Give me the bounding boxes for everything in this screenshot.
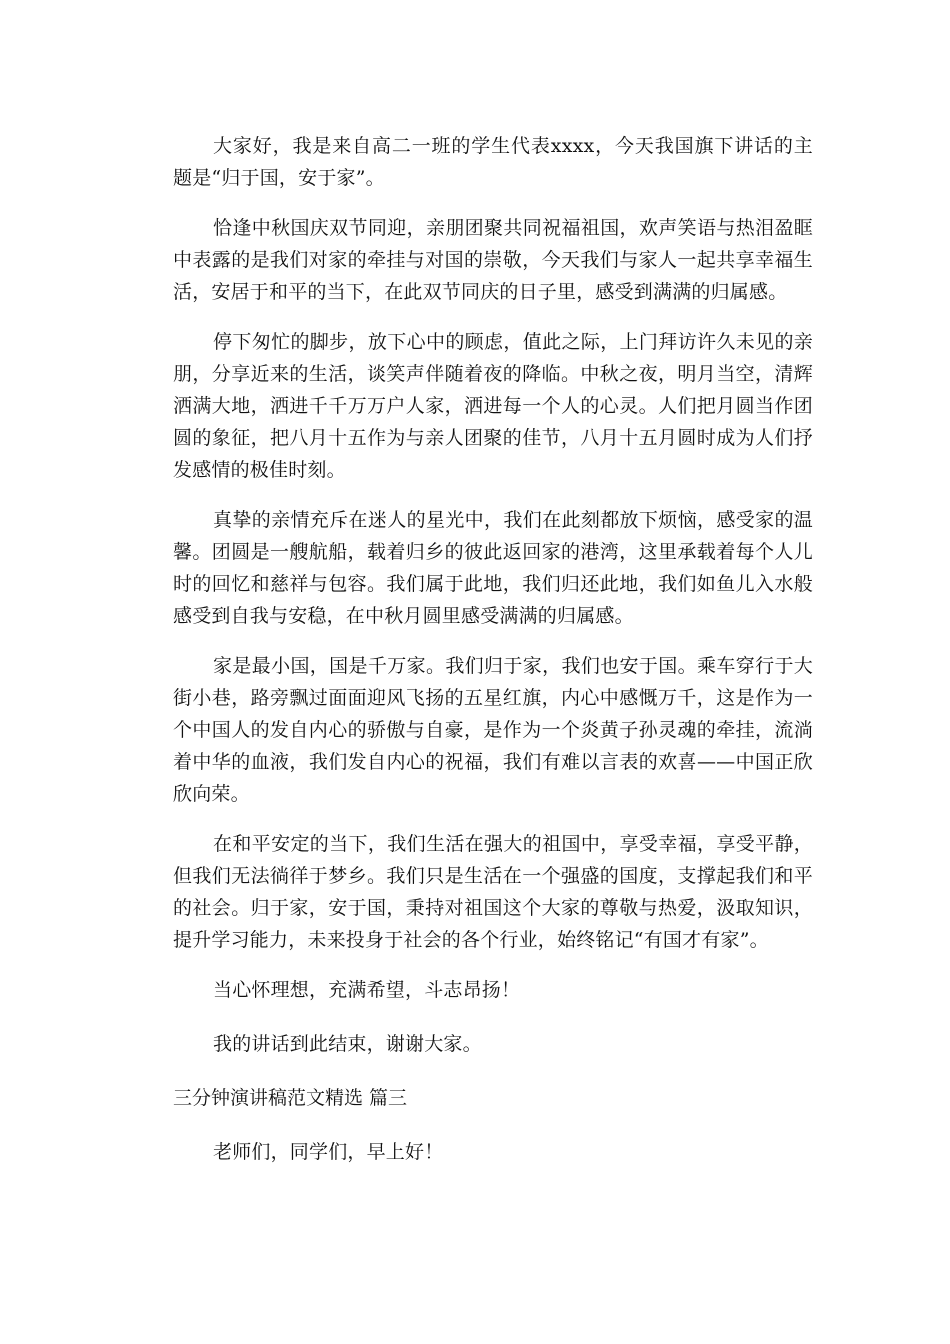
paragraph-ideals: 当心怀理想，充满希望，斗志昂扬！ (213, 979, 521, 1001)
paragraph-greeting: 老师们，同学们，早上好！ (213, 1141, 444, 1163)
section-heading: 三分钟演讲稿范文精选 篇三 (173, 1087, 408, 1109)
paragraph-visit-family: 停下匆忙的脚步，放下心中的顾虑，值此之际，上门拜访许久未见的亲朋，分享近来的生活，谈笑声伴随着夜的降临。中秋之夜，明月当空，清辉洒满大地，洒进千千万万户人家，洒进每一个人的心灵。人们把月圆当作团圆的象征，把八月十五作为与亲人团聚的佳节，八月十五月圆时成为人们抒发感情的极佳时刻。 (173, 331, 813, 481)
document-page (173, 130, 813, 1186)
paragraph-mid-autumn: 恰逢中秋国庆双节同迎，亲朋团聚共同祝福祖国，欢声笑语与热泪盈眶中表露的是我们对家的牵挂与对国的崇敬，今天我们与家人一起共享幸福生活，安居于和平的当下，在此双节同庆的日子里，感受到满满的归属感。 (173, 217, 813, 303)
paragraph-reunion: 真挚的亲情充斥在迷人的星光中，我们在此刻都放下烦恼，感受家的温馨。团圆是一艘航船，载着归乡的彼此返回家的港湾，这里承载着每个人儿时的回忆和慈祥与包容。我们属于此地，我们归还此地，我们如鱼儿入水般感受到自我与安稳，在中秋月圆里感受满满的归属感。 (173, 509, 813, 627)
paragraph-intro: 大家好，我是来自高二一班的学生代表xxxx，今天我国旗下讲话的主题是“归于国，安于家”。 (173, 135, 813, 189)
paragraph-closing: 我的讲话到此结束，谢谢大家。 (213, 1033, 482, 1055)
paragraph-peace: 在和平安定的当下，我们生活在强大的祖国中，享受幸福，享受平静，但我们无法徜徉于梦乡。我们只是生活在一个强盛的国度，支撑起我们和平的社会。归于家，安于国，秉持对祖国这个大家的尊敬与热爱，汲取知识，提升学习能力，未来投身于社会的各个行业，始终铭记“有国才有家”。 (173, 833, 813, 951)
paragraph-home-country: 家是最小国，国是千万家。我们归于家，我们也安于国。乘车穿行于大街小巷，路旁飘过面面迎风飞扬的五星红旗，内心中感慨万千，这是作为一个中国人的发自内心的骄傲与自豪，是作为一个炎黄子孙灵魂的牵挂，流淌着中华的血液，我们发自内心的祝福，我们有难以言表的欢喜——中国正欣欣向荣。 (173, 655, 813, 805)
